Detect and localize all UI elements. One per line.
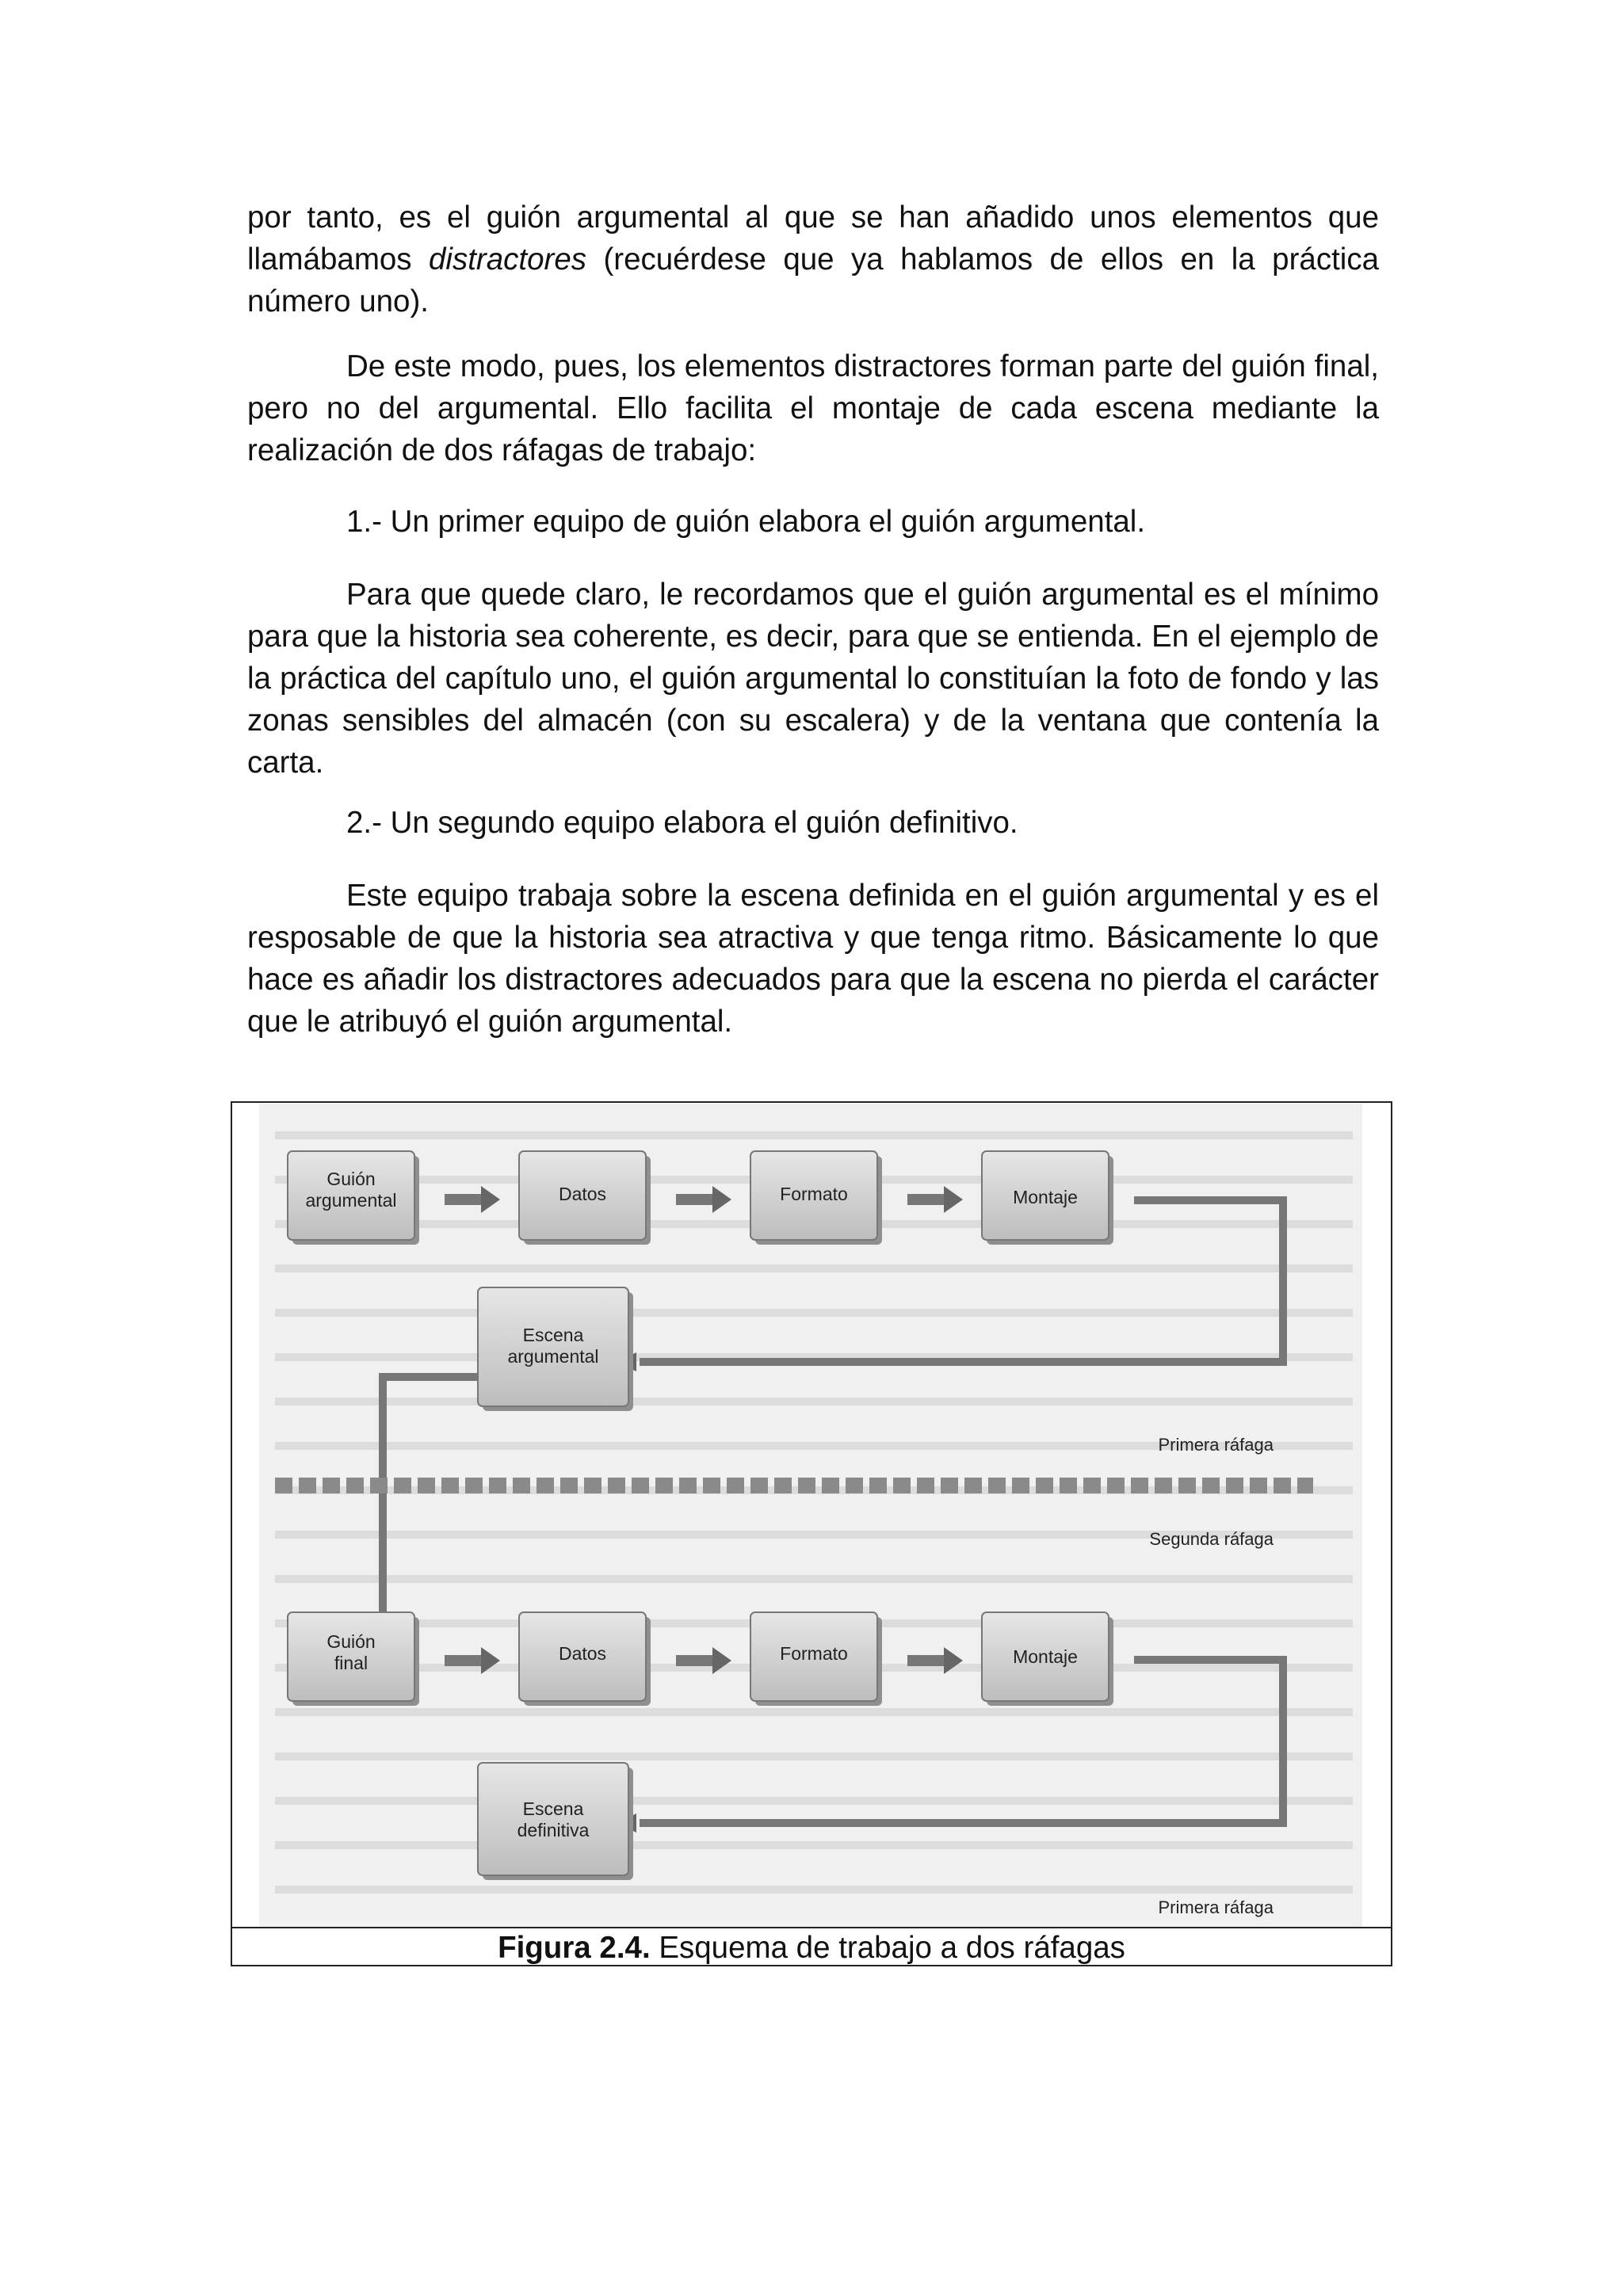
label-datos-2: Datos [558, 1643, 607, 1664]
label-primera-rafaga-1: Primera ráfaga [1158, 1435, 1274, 1455]
label-montaje-1: Montaje [1013, 1187, 1078, 1207]
label-formato-1: Formato [780, 1184, 848, 1204]
label-segunda-rafaga: Segunda ráfaga [1149, 1529, 1274, 1549]
list-item-2: 2.- Un segundo equipo elabora el guión definitivo. [346, 806, 1018, 840]
label-guion-final-line2: final [334, 1653, 369, 1673]
figure-diagram [259, 1104, 1362, 1928]
paragraph-intro [247, 196, 1379, 322]
caption-text: Esquema de trabajo a dos ráfagas [650, 1931, 1125, 1965]
label-guion-final-line1: Guión [327, 1631, 376, 1652]
caption-divider [231, 1927, 1392, 1928]
paragraph-second-team: Este equipo trabaja sobre la escena definida en el guión argumental y es el resposable de que la historia sea atractiva y que tenga ritmo. Básicamente lo que hace es añadir los distractores adecuados para que la escena no pierda el carácter que le atribuyó el guión argumental. [247, 879, 1379, 1039]
label-escena-argumental-line1: Escena [522, 1325, 584, 1345]
label-guion-argumental-line2: argumental [305, 1190, 397, 1211]
label-escena-argumental-line2: argumental [507, 1346, 599, 1367]
paragraph-two-bursts: De este modo, pues, los elementos distractores forman parte del guión final, pero no del argumental. Ello facilita el montaje de cada escena mediante la realización de dos ráfagas de trabajo: [247, 349, 1379, 467]
paragraph-argumental-definition: Para que quede claro, le recordamos que el guión argumental es el mínimo para que la historia sea coherente, es decir, para que se entienda. En el ejemplo de la práctica del capítulo uno, el guión argumental lo constituían la foto de fondo y las zonas sensibles del almacén (con su escalera) y de la ventana que contenía la carta. [247, 578, 1379, 780]
figure-caption [231, 1930, 1392, 1966]
label-formato-2: Formato [780, 1643, 848, 1664]
caption-number: Figura 2.4. [498, 1931, 651, 1965]
label-escena-definitiva-line1: Escena [522, 1798, 584, 1819]
label-montaje-2: Montaje [1013, 1646, 1078, 1667]
label-escena-definitiva-line2: definitiva [517, 1820, 590, 1840]
paragraph-intro-emphasis: distractores [429, 242, 587, 277]
paragraph-intro-text-a: por tanto, es el guión argumental al que se han añadido unos elementos que llamábamos [247, 200, 1379, 277]
list-item-1: 1.- Un primer equipo de guión elabora el guión argumental. [346, 505, 1146, 539]
label-guion-argumental-line1: Guión [327, 1169, 376, 1189]
paragraph-intro-text-b: (recuérdese que ya hablamos de ellos en la práctica número uno). [247, 242, 1379, 318]
label-primera-rafaga-2: Primera ráfaga [1158, 1897, 1274, 1917]
label-datos-1: Datos [558, 1184, 607, 1204]
